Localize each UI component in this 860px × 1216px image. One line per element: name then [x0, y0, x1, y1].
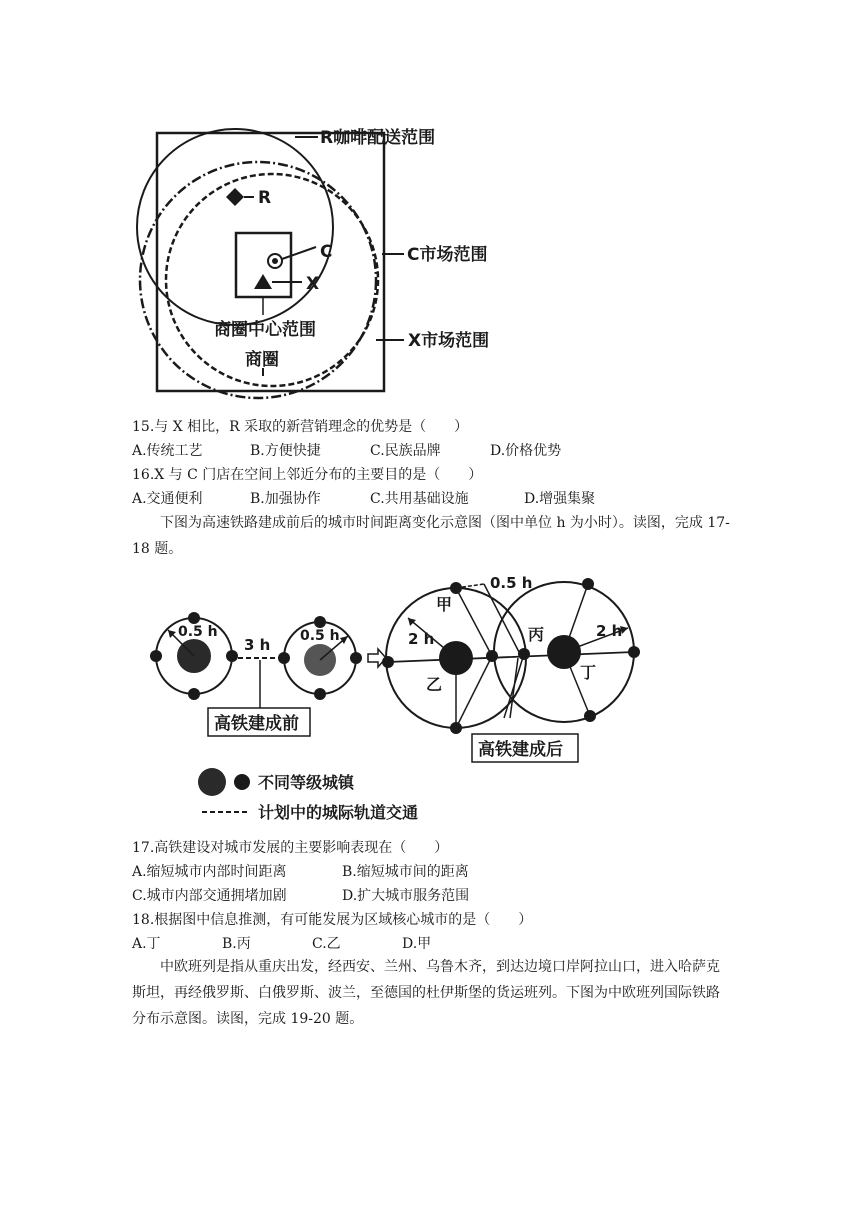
half-hour-label-2: 0.5 h	[300, 628, 340, 644]
high-speed-rail-diagram	[140, 568, 670, 830]
r-diamond	[226, 188, 244, 206]
q15-option-c[interactable]: C.民族品牌	[370, 443, 441, 459]
q15-stem: 15.与 X 相比，R 采取的新营销理念的优势是（ ）	[132, 419, 469, 435]
q16-option-b[interactable]: B.加强协作	[250, 491, 321, 507]
city-ding-label: 丁	[580, 663, 597, 682]
city-bing-label: 丙	[528, 625, 545, 644]
q18-stem: 18.根据图中信息推测，有可能发展为区域核心城市的是（ ）	[132, 912, 533, 928]
q17-options-row2	[132, 886, 732, 906]
business-district-diagram	[130, 100, 530, 410]
after-label: 高铁建成后	[478, 740, 563, 760]
q17-option-b[interactable]: B.缩短城市间的距离	[342, 864, 469, 880]
q17-stem: 17.高铁建设对城市发展的主要影响表现在（ ）	[132, 840, 449, 856]
q17-option-d[interactable]: D.扩大城市服务范围	[342, 888, 470, 904]
q18-option-a[interactable]: A.丁	[132, 936, 161, 952]
legend-small-town	[234, 774, 250, 790]
intro-19-20: 中欧班列是指从重庆出发，经西安、兰州、乌鲁木齐，到达边境口岸阿拉山口，进入哈萨克斯坦，再经俄罗斯、白俄罗斯、波兰，至德国的杜伊斯堡的货运班列。下图为中欧班列国际铁路分布示意图。读图，完成 19-20 题。	[132, 959, 720, 1027]
q15-option-b[interactable]: B.方便快捷	[250, 443, 321, 459]
legend-towns-label: 不同等级城镇	[258, 773, 355, 792]
legend-large-town	[198, 768, 226, 796]
q15-option-d[interactable]: D.价格优势	[490, 443, 562, 459]
x-range-label: X市场范围	[408, 331, 490, 351]
intro-17-18: 下图为高速铁路建成前后的城市时间距离变化示意图（图中单位 h 为小时）。读图，完成 17-18 题。	[132, 515, 730, 557]
r-point-label: R	[258, 188, 272, 208]
two-hours-left-label: 2 h	[408, 630, 435, 648]
city-jia-label: 甲	[436, 595, 453, 614]
business-district-figure	[130, 100, 530, 410]
q17-option-a[interactable]: A.缩短城市内部时间距离	[132, 864, 287, 880]
three-hours-label: 3 h	[244, 636, 271, 654]
half-hour-top-label: 0.5 h	[490, 574, 533, 592]
q16-option-c[interactable]: C.共用基础设施	[370, 491, 469, 507]
before-label: 高铁建成前	[214, 714, 299, 734]
r-range-label: R咖啡配送范围	[320, 128, 436, 148]
x-triangle	[254, 274, 272, 289]
city-yi-label: 乙	[426, 675, 443, 694]
q16-options	[132, 489, 732, 509]
half-hour-label-1: 0.5 h	[178, 624, 218, 640]
q18-option-d[interactable]: D.甲	[402, 936, 432, 952]
legend-rail-label: 计划中的城际轨道交通	[258, 803, 419, 822]
q16-option-a[interactable]: A.交通便利	[132, 491, 203, 507]
x-point-label: X	[306, 274, 320, 294]
q15-options	[132, 441, 732, 461]
c-range-label: C市场范围	[407, 245, 488, 265]
q18-option-b[interactable]: B.丙	[222, 936, 251, 952]
c-point-label: C	[320, 242, 333, 262]
q18-option-c[interactable]: C.乙	[312, 936, 341, 952]
q15-option-a[interactable]: A.传统工艺	[132, 443, 203, 459]
q17-option-c[interactable]: C.城市内部交通拥堵加剧	[132, 888, 287, 904]
q16-stem: 16.X 与 C 门店在空间上邻近分布的主要目的是（ ）	[132, 467, 483, 483]
high-speed-rail-figure	[140, 568, 670, 830]
district-label: 商圈	[245, 350, 279, 370]
q17-options-row1	[132, 862, 732, 882]
q18-options	[132, 934, 732, 954]
center-range-label: 商圈中心范围	[214, 320, 316, 340]
q16-option-d[interactable]: D.增强集聚	[524, 491, 596, 507]
two-hours-right-label: 2 h	[596, 622, 623, 640]
